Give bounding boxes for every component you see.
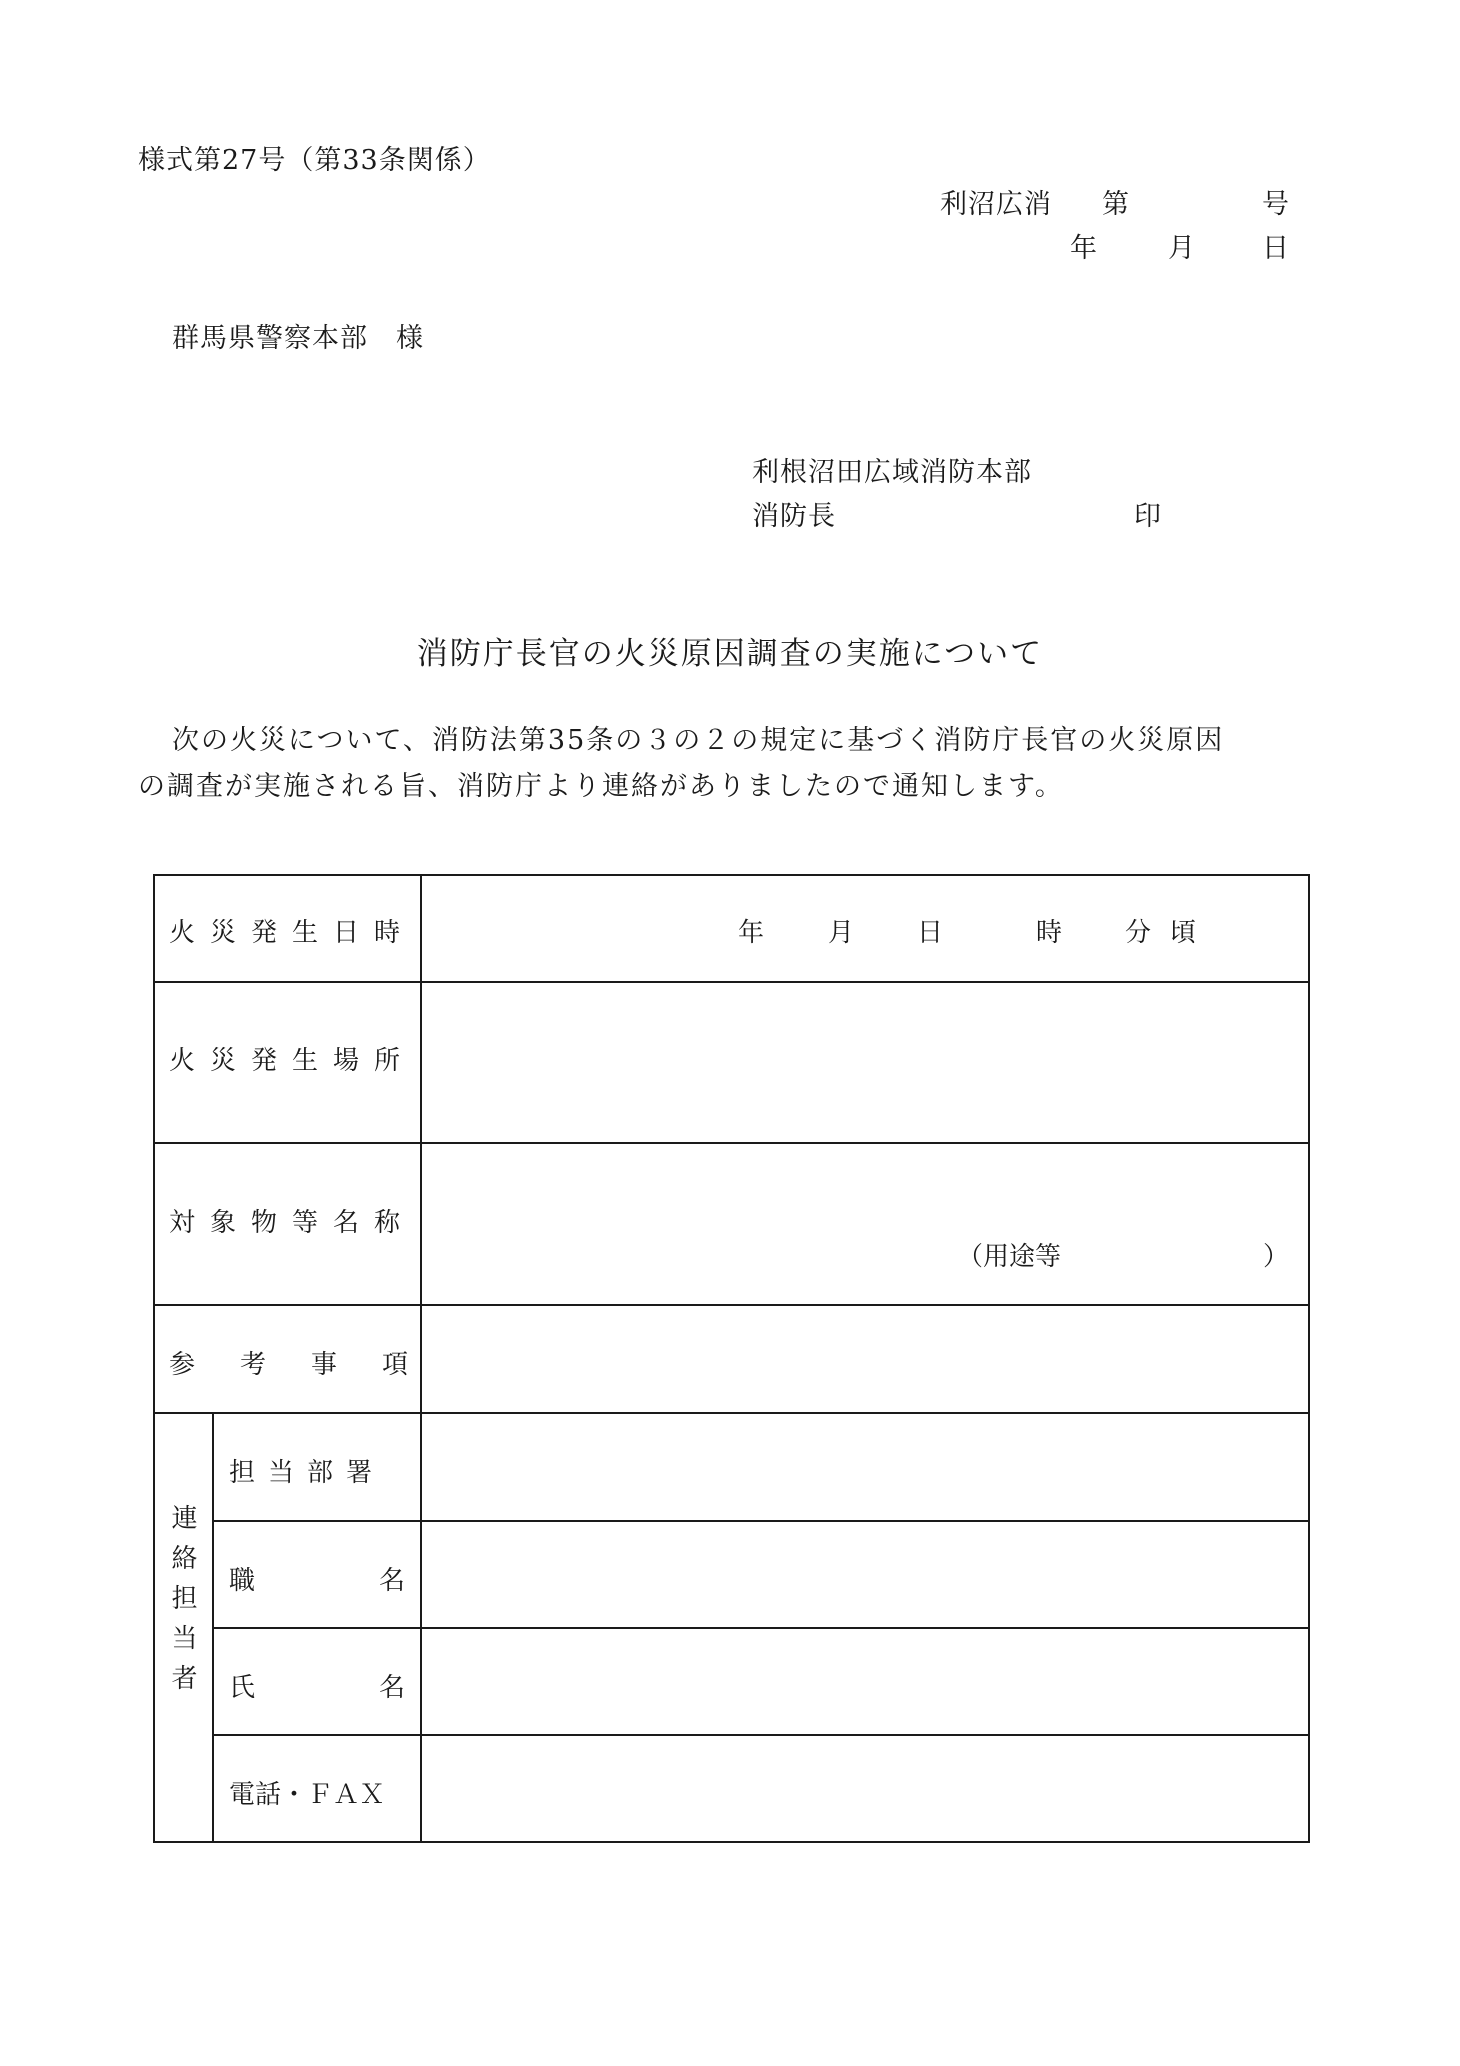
contact-group-label: 連絡担当者: [167, 1504, 197, 1704]
label-fire-datetime: [169, 912, 416, 949]
label-department: 担当部署: [229, 1458, 386, 1488]
label-fire-datetime-text: 火災発生日時: [169, 918, 416, 948]
label-position-b: 名: [378, 1566, 405, 1596]
dt-approx: 頃: [1170, 918, 1197, 948]
label-fire-location: 火災発生場所: [169, 1046, 416, 1076]
label-position-a: 職: [229, 1566, 256, 1596]
dt-day: 日: [917, 918, 944, 948]
form-number: 様式第27号（第33条関係）: [138, 145, 491, 176]
issue-prefix: 利沼広消: [940, 189, 1052, 220]
date-day: 日: [1262, 233, 1290, 264]
label-name-a: 氏: [229, 1673, 256, 1703]
dt-year: 年: [738, 918, 765, 948]
label-name-b: 名: [378, 1673, 405, 1703]
document-title: 消防庁長官の火災原因調査の実施について: [416, 636, 1044, 672]
label-reference-text: 参考事項: [169, 1350, 454, 1380]
label-reference: [169, 1344, 454, 1380]
usage-open: （用途等: [957, 1242, 1062, 1272]
date-year: 年: [1070, 233, 1098, 264]
usage-close: ）: [1263, 1242, 1290, 1272]
recipient: 群馬県警察本部 様: [172, 323, 424, 354]
date-month: 月: [1168, 233, 1196, 264]
dt-hour: 時: [1036, 918, 1063, 948]
fire-datetime-value: [420, 912, 1308, 948]
label-target-name: 対象物等名称: [169, 1208, 416, 1238]
dt-month: 月: [828, 918, 855, 948]
label-position: [229, 1560, 405, 1596]
dt-minute: 分: [1125, 918, 1152, 948]
info-table: [153, 874, 1310, 1843]
label-phone-fax: 電話・ＦＡＸ: [229, 1780, 386, 1810]
sender-org: 利根沼田広域消防本部: [752, 457, 1032, 488]
issue-go: 号: [1262, 189, 1290, 220]
label-name: [229, 1667, 405, 1703]
body-line-1: 次の火災について、消防法第35条の３の２の規定に基づく消防庁長官の火災原因: [172, 725, 1225, 756]
issue-date: [1070, 226, 1290, 262]
sender-title: 消防長: [752, 501, 836, 532]
seal-mark: 印: [1134, 501, 1162, 532]
issue-number-line: [940, 182, 1290, 218]
body-line-2: の調査が実施される旨、消防庁より連絡がありましたので通知します。: [138, 771, 1064, 802]
issue-dai: 第: [1102, 189, 1130, 220]
